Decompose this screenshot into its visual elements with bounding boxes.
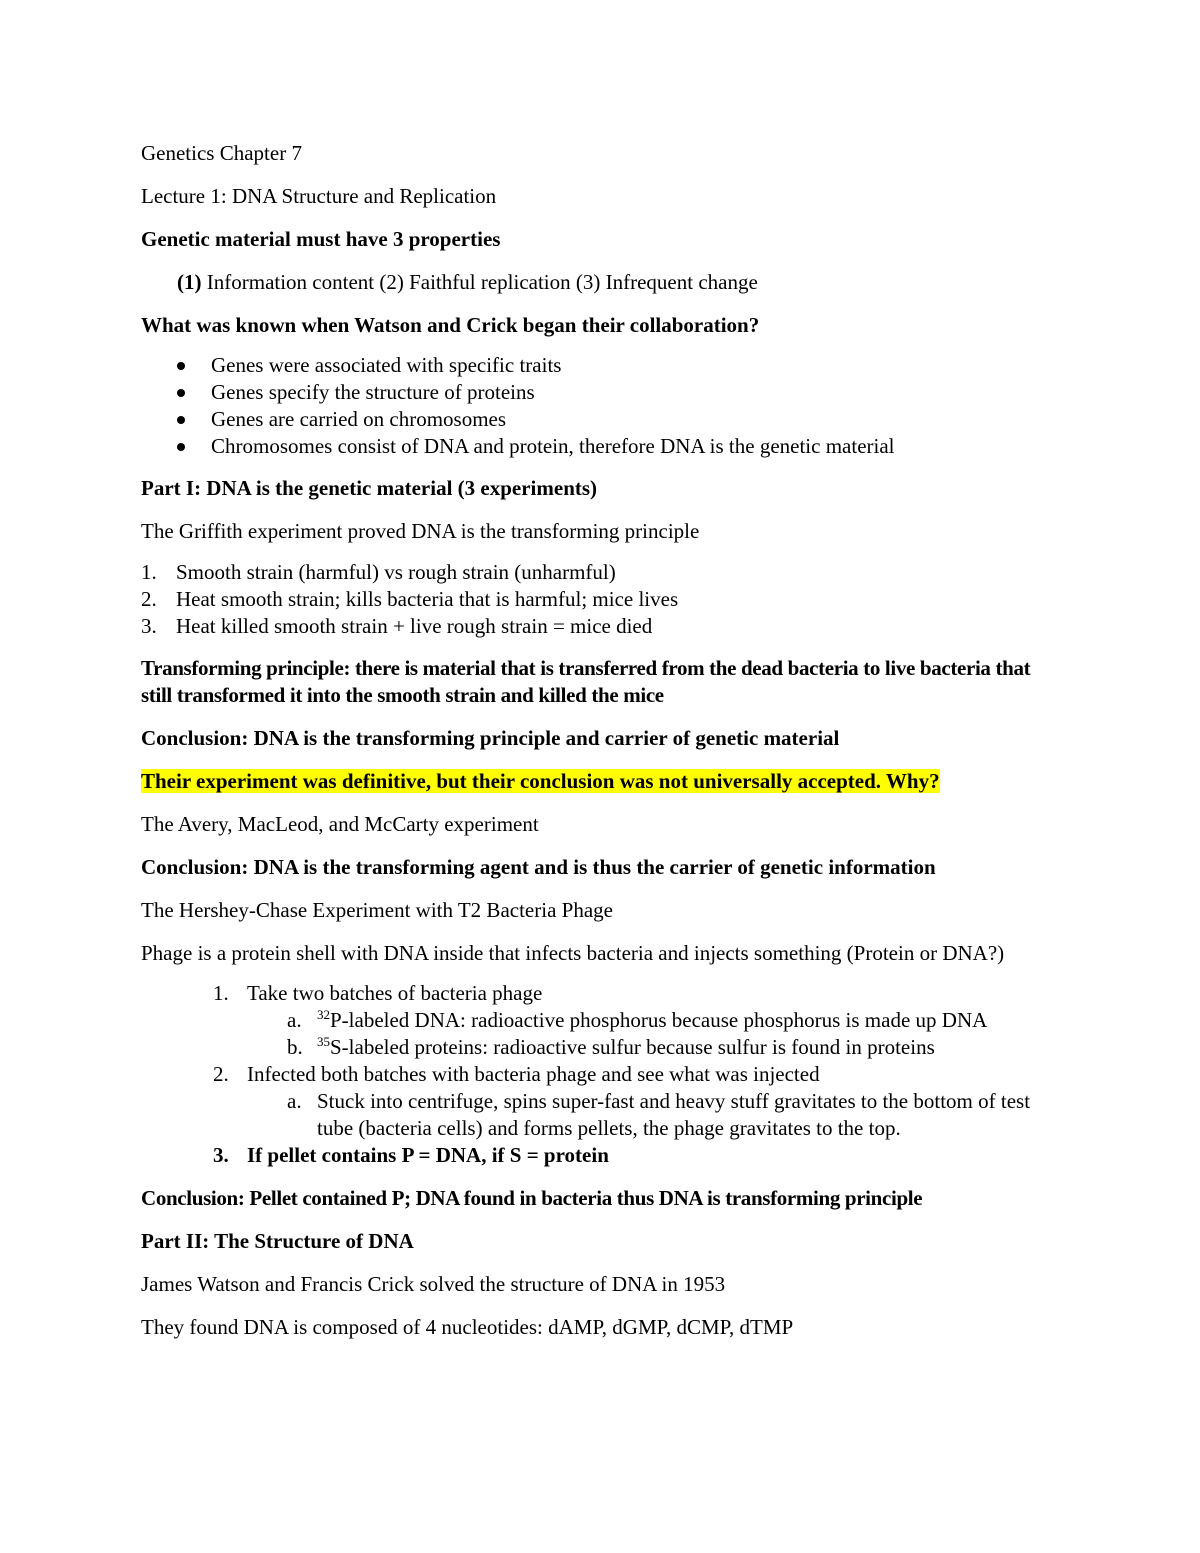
document-title: Genetics Chapter 7: [141, 141, 302, 165]
known-heading: What was known when Watson and Crick began their collaboration?: [141, 313, 760, 337]
part2-heading: Part II: The Structure of DNA: [141, 1229, 414, 1253]
list-letter: b.: [287, 1035, 303, 1059]
list-number: 3.: [141, 614, 157, 638]
highlighted-question: [141, 768, 1060, 795]
list-item: [141, 559, 1060, 586]
conclusion-griffith: Conclusion: DNA is the transforming principle and carrier of genetic material: [141, 726, 840, 750]
list-number: 1.: [141, 560, 157, 584]
list-text: Heat smooth strain; kills bacteria that is harmful; mice lives: [176, 587, 679, 611]
transforming-principle: Transforming principle: there is material that is transferred from the dead bacteria to live bacteria that still transformed it into the smooth strain and killed the mice: [141, 656, 1031, 707]
list-item: [141, 1142, 1060, 1169]
list-text: If pellet contains P = DNA, if S = protein: [247, 1143, 609, 1167]
bullet-text: Genes specify the structure of proteins: [211, 380, 535, 404]
griffith-steps-list: [141, 559, 1060, 640]
list-letter: a.: [287, 1089, 302, 1113]
list-number: 3.: [213, 1143, 229, 1167]
bullet-icon: [177, 416, 185, 424]
bullet-icon: [177, 389, 185, 397]
nucleotides-line: They found DNA is composed of 4 nucleotides: dAMP, dGMP, dCMP, dTMP: [141, 1315, 794, 1339]
bullet-text: Chromosomes consist of DNA and protein, therefore DNA is the genetic material: [211, 434, 895, 458]
list-item: [141, 406, 1060, 433]
list-number: 1.: [213, 981, 229, 1005]
avery-experiment: The Avery, MacLeod, and McCarty experiment: [141, 812, 539, 836]
list-item: [247, 1088, 1060, 1142]
list-text: Heat killed smooth strain + live rough strain = mice died: [176, 614, 653, 638]
properties-text: Information content (2) Faithful replication (3) Infrequent change: [201, 270, 758, 294]
properties-number: (1): [177, 270, 202, 294]
list-item: [141, 613, 1060, 640]
bullet-text: Genes were associated with specific traits: [211, 353, 562, 377]
bullet-icon: [177, 443, 185, 451]
properties-line: [141, 269, 1060, 296]
phage-description: Phage is a protein shell with DNA inside that infects bacteria and injects something (Protein or DNA?): [141, 941, 1005, 965]
list-item: [141, 352, 1060, 379]
list-text: P-labeled DNA: radioactive phosphorus because phosphorus is made up DNA: [330, 1008, 988, 1032]
list-text: Stuck into centrifuge, spins super-fast and heavy stuff gravitates to the bottom of test tube (bacteria cells) and forms pellets, the phage gravitates to the top.: [317, 1089, 1031, 1140]
highlight-text: Their experiment was definitive, but their conclusion was not universally accepted. Why?: [141, 769, 940, 793]
list-number: 2.: [141, 587, 157, 611]
isotope-superscript: 32: [317, 1007, 330, 1022]
sub-list: [247, 1088, 1060, 1142]
list-text: Smooth strain (harmful) vs rough strain (unharmful): [176, 560, 616, 584]
list-item: [141, 1061, 1060, 1142]
bullet-text: Genes are carried on chromosomes: [211, 407, 507, 431]
isotope-superscript: 35: [317, 1034, 330, 1049]
lecture-title: Lecture 1: DNA Structure and Replication: [141, 184, 497, 208]
list-number: 2.: [213, 1062, 229, 1086]
properties-heading: Genetic material must have 3 properties: [141, 227, 501, 251]
list-item: [141, 379, 1060, 406]
list-letter: a.: [287, 1008, 302, 1032]
hershey-experiment: The Hershey-Chase Experiment with T2 Bacteria Phage: [141, 898, 613, 922]
list-text: Take two batches of bacteria phage: [247, 981, 543, 1005]
list-item: [141, 433, 1060, 460]
hershey-steps-list: [141, 980, 1060, 1169]
conclusion-avery: Conclusion: DNA is the transforming agent and is thus the carrier of genetic information: [141, 855, 936, 879]
list-text: S-labeled proteins: radioactive sulfur because sulfur is found in proteins: [330, 1035, 935, 1059]
list-item: [141, 980, 1060, 1061]
conclusion-hershey: Conclusion: Pellet contained P; DNA found in bacteria thus DNA is transforming principle: [141, 1186, 923, 1210]
list-item: [141, 586, 1060, 613]
watson-crick-line: James Watson and Francis Crick solved the structure of DNA in 1953: [141, 1272, 726, 1296]
list-item: [247, 1007, 1060, 1034]
part1-heading: Part I: DNA is the genetic material (3 experiments): [141, 476, 598, 500]
list-text: Infected both batches with bacteria phage and see what was injected: [247, 1062, 820, 1086]
list-item: [247, 1034, 1060, 1061]
known-bullet-list: [141, 352, 1060, 460]
griffith-intro: The Griffith experiment proved DNA is the transforming principle: [141, 519, 700, 543]
sub-list: [247, 1007, 1060, 1061]
bullet-icon: [177, 362, 185, 370]
